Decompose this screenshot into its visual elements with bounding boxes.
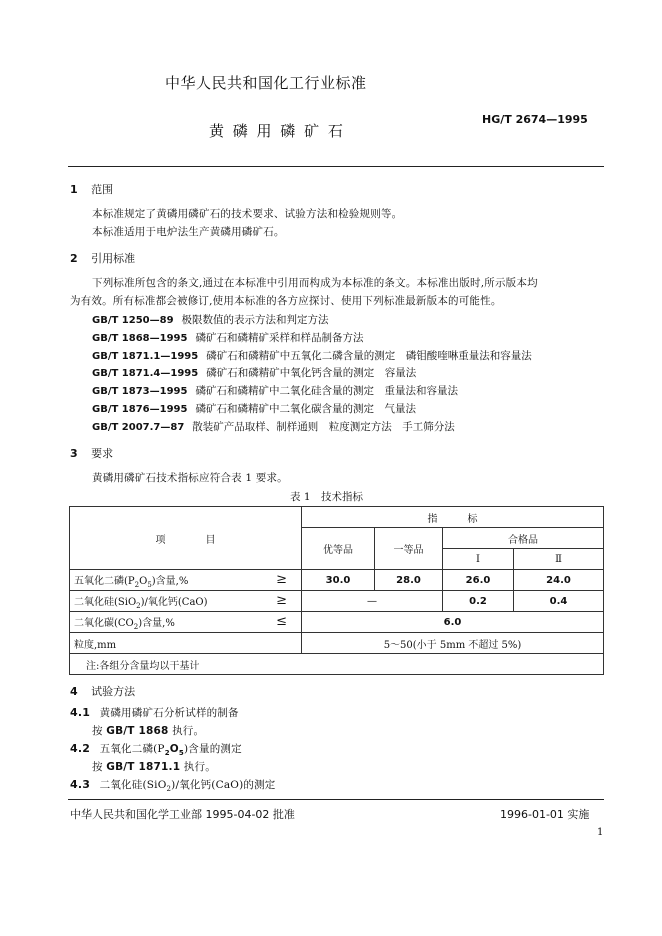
reference-item (92, 312, 329, 327)
section3-para: 黄磷用磷矿石技术指标应符合表 1 要求。 (92, 472, 288, 484)
reference-title: 磷矿石和磷精矿中二氧化硅含量的测定 重量法和容量法 (195, 385, 458, 397)
reference-title: 极限数值的表示方法和判定方法 (181, 314, 329, 326)
reference-title: 散装矿产品取样、制样通则 粒度测定方法 手工筛分法 (192, 421, 455, 433)
row-label: 二氧化硅(SiO$_2$)/氧化钙(CaO) ≥ (70, 591, 302, 612)
doc-code: HG/T 2674—1995 (482, 113, 588, 126)
section4-num: 4 (70, 685, 78, 698)
section3-heading (70, 445, 113, 461)
header-item: 项 目 (70, 507, 302, 570)
table-caption: 表 1 技术指标 (290, 491, 364, 503)
table-cell: 5～50(小于 5mm 不超过 5%) (302, 633, 604, 654)
section1-heading (70, 181, 113, 197)
subsection-4-2-heading (70, 741, 242, 757)
table-cell: 24.0 (514, 570, 604, 591)
section1-title: 范围 (91, 183, 114, 196)
table-row (70, 570, 604, 591)
reference-code: GB/T 1250—89 (92, 315, 174, 326)
reference-title: 磷矿石和磷精矿中五氧化二磷含量的测定 磷钼酸喹啉重量法和容量法 (206, 350, 532, 362)
table-cell: — (302, 591, 443, 612)
comparison-symbol: ≥ (276, 593, 287, 608)
table-cell: 6.0 (302, 612, 604, 633)
reference-item (92, 383, 458, 398)
table-cell: 28.0 (375, 570, 443, 591)
table-cell: 30.0 (302, 570, 375, 591)
section1-para1: 本标准规定了黄磷用磷矿石的技术要求、试验方法和检验规则等。 (92, 208, 403, 220)
approval-line: 中华人民共和国化学工业部 1995-04-02 批准 (70, 808, 295, 821)
table-note: 注:各组分含量均以干基计 (70, 654, 604, 675)
header-qualified: 合格品 (443, 528, 604, 549)
subsection-title: 二氧化硅(SiO$_2$)/氧化钙(CaO)的测定 (99, 779, 276, 794)
reference-item (92, 348, 532, 363)
reference-code: GB/T 1876—1995 (92, 404, 188, 415)
comparison-symbol: ≥ (276, 572, 287, 587)
header-first-grade: 一等品 (375, 528, 443, 570)
subsection-num: 4.3 (70, 778, 91, 791)
reference-code: GB/T 2007.7—87 (92, 422, 185, 433)
subsection-4-1-body: 按 GB/T 1868 执行。 (92, 725, 205, 737)
table-cell: 26.0 (443, 570, 514, 591)
section2-para-line2: 为有效。所有标准都会被修订,使用本标准的各方应探讨、使用下列标准最新版本的可能性。 (70, 295, 502, 307)
subsection-title: 黄磷用磷矿石分析试样的制备 (99, 707, 239, 719)
reference-title: 磷矿石和磷精矿采样和样品制备方法 (195, 332, 364, 344)
section2-heading (70, 250, 135, 266)
table-row (70, 591, 604, 612)
reference-title: 磷矿石和磷精矿中氧化钙含量的测定 容量法 (206, 367, 417, 379)
reference-code: GB/T 1871.4—1995 (92, 368, 199, 379)
section1-num: 1 (70, 183, 78, 196)
section2-para-line1: 下列标准所包含的条文,通过在本标准中引用而构成为本标准的条文。本标准出版时,所示版本均 (92, 277, 538, 289)
section1-para2: 本标准适用于电炉法生产黄磷用磷矿石。 (92, 226, 285, 238)
reference-item (92, 330, 363, 345)
section2-num: 2 (70, 252, 78, 265)
reference-item (92, 365, 416, 380)
subsection-num: 4.1 (70, 706, 91, 719)
reference-code: GB/T 1868—1995 (92, 333, 188, 344)
row-label: 五氧化二磷$(P_2O_5)$含量,% ≥ (70, 570, 302, 591)
footer-rule (68, 799, 604, 800)
doc-title: 黄 磷 用 磷 矿 石 (209, 122, 345, 140)
subsection-4-1-heading (70, 705, 239, 720)
page-number: 1 (597, 827, 604, 838)
standard-org: 中华人民共和国化工行业标准 (165, 74, 367, 92)
header-premium: 优等品 (302, 528, 375, 570)
row-label: 二氧化碳$(CO_2)$含量,% ≤ (70, 612, 302, 633)
table-cell: 0.2 (443, 591, 514, 612)
effective-line: 1996-01-01 实施 (500, 808, 590, 821)
table-cell: 0.4 (514, 591, 604, 612)
section4-heading (70, 683, 135, 699)
subsection-4-2-body: 按 GB/T 1871.1 执行。 (92, 761, 216, 773)
reference-code: GB/T 1873—1995 (92, 386, 188, 397)
table-row (70, 612, 604, 633)
table-row (70, 633, 604, 654)
header-index: 指 标 (302, 507, 604, 528)
section2-title: 引用标准 (91, 252, 136, 265)
section3-num: 3 (70, 447, 78, 460)
header-rule (68, 166, 604, 167)
section4-title: 试验方法 (91, 685, 136, 698)
header-grade-2: Ⅱ (514, 549, 604, 570)
row-label: 粒度,mm (70, 633, 302, 654)
subsection-num: 4.2 (70, 742, 91, 755)
comparison-symbol: ≤ (276, 614, 287, 629)
subsection-4-3-heading (70, 777, 276, 793)
reference-item (92, 401, 416, 416)
spec-table (69, 506, 604, 675)
subsection-title: 五氧化二磷$(P_2O_5)$含量的测定 (99, 743, 242, 758)
header-grade-1: Ⅰ (443, 549, 514, 570)
section3-title: 要求 (91, 447, 114, 460)
reference-title: 磷矿石和磷精矿中二氧化碳含量的测定 气量法 (195, 403, 416, 415)
reference-code: GB/T 1871.1—1995 (92, 351, 199, 362)
reference-item (92, 419, 455, 434)
